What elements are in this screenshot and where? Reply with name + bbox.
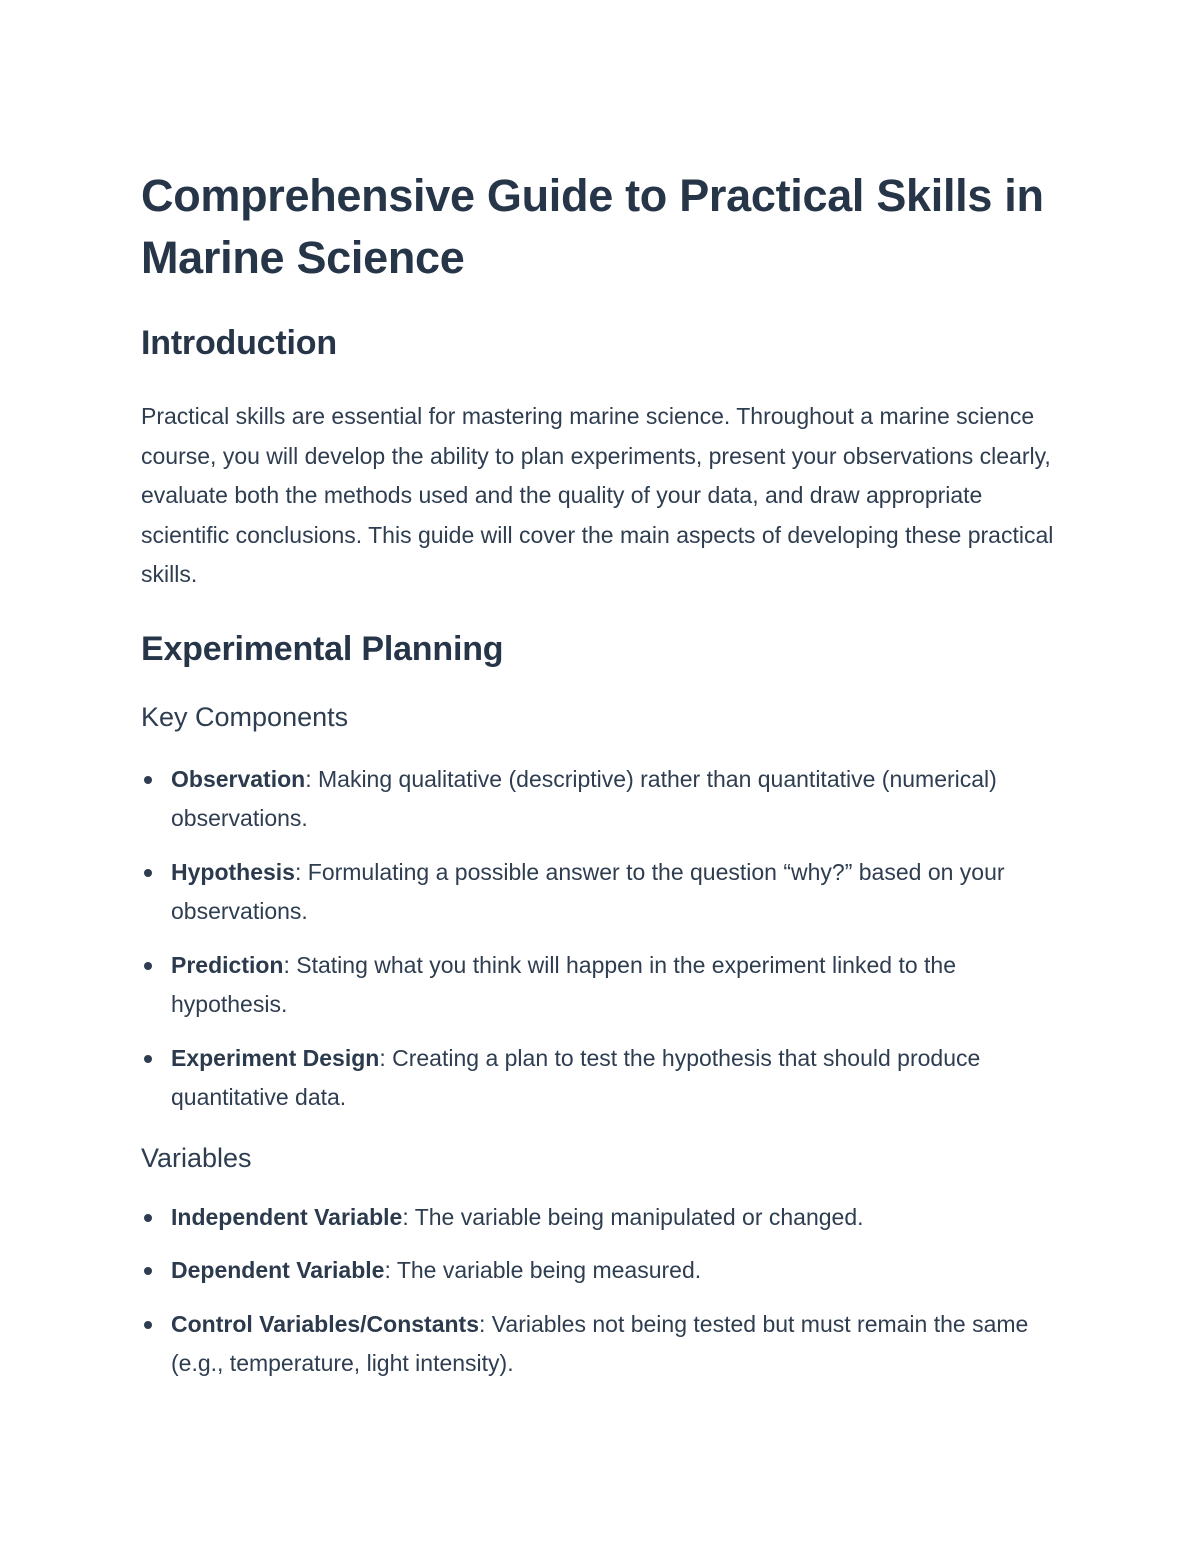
list-item-separator: : xyxy=(283,951,290,978)
list-item-text: The variable being manipulated or changed. xyxy=(408,1203,864,1230)
document-title: Comprehensive Guide to Practical Skills in Marine Science xyxy=(141,170,1044,283)
variables-heading: Variables xyxy=(141,1142,252,1173)
document-page xyxy=(141,165,1061,1398)
list-item xyxy=(141,1198,1061,1238)
bullet-icon xyxy=(144,1267,152,1275)
list-item xyxy=(141,760,1061,839)
list-item-text: Making qualitative (descriptive) rather than quantitative (numerical) observations. xyxy=(171,765,997,831)
bullet-icon xyxy=(144,1321,152,1329)
list-item xyxy=(141,853,1061,932)
list-item-term: Independent Variable xyxy=(171,1203,403,1230)
list-item-term: Prediction xyxy=(171,951,284,978)
variables-list xyxy=(141,1198,1061,1384)
list-item xyxy=(141,1251,1061,1291)
list-item-term: Experiment Design xyxy=(171,1044,380,1071)
list-item-separator: : xyxy=(479,1310,486,1337)
list-item xyxy=(141,1305,1061,1384)
bullet-icon xyxy=(144,776,152,784)
list-item-term: Hypothesis xyxy=(171,858,295,885)
key-components-heading: Key Components xyxy=(141,701,349,732)
list-item-term: Observation xyxy=(171,765,306,792)
list-item-text: Creating a plan to test the hypothesis that should produce quantitative data. xyxy=(171,1044,981,1110)
key-components-list xyxy=(141,760,1061,1118)
list-item-text: Formulating a possible answer to the question “why?” based on your observations. xyxy=(171,858,1005,924)
bullet-icon xyxy=(144,1214,152,1222)
list-item-text: The variable being measured. xyxy=(390,1257,702,1283)
list-item-separator: : xyxy=(402,1203,409,1230)
bullet-icon xyxy=(144,1055,152,1063)
list-item xyxy=(141,946,1061,1025)
list-item-text: Stating what you think will happen in the experiment linked to the hypothesis. xyxy=(171,951,956,1017)
list-item xyxy=(141,1039,1061,1118)
bullet-icon xyxy=(144,962,152,970)
list-item-text: Variables not being tested but must remain the same (e.g., temperature, light intensity). xyxy=(171,1310,1029,1376)
list-item-separator: : xyxy=(384,1257,391,1283)
list-item-term: Control Variables/Constants xyxy=(171,1310,480,1337)
list-item-separator: : xyxy=(379,1044,386,1071)
introduction-paragraph: Practical skills are essential for mastering marine science. Throughout a marine science course, you will develop the ability to plan experiments, present your observations clearly, evaluate both the methods used and the quality of your data, and draw appropriate scientific conclusions. This guide will cover the main aspects of developing these practical skills. xyxy=(141,403,1054,587)
experimental-planning-heading: Experimental Planning xyxy=(141,629,504,668)
list-item-separator: : xyxy=(294,858,302,885)
list-item-term: Dependent Variable xyxy=(171,1257,385,1283)
introduction-heading: Introduction xyxy=(141,324,337,362)
bullet-icon xyxy=(144,869,152,877)
list-item-separator: : xyxy=(305,765,312,792)
